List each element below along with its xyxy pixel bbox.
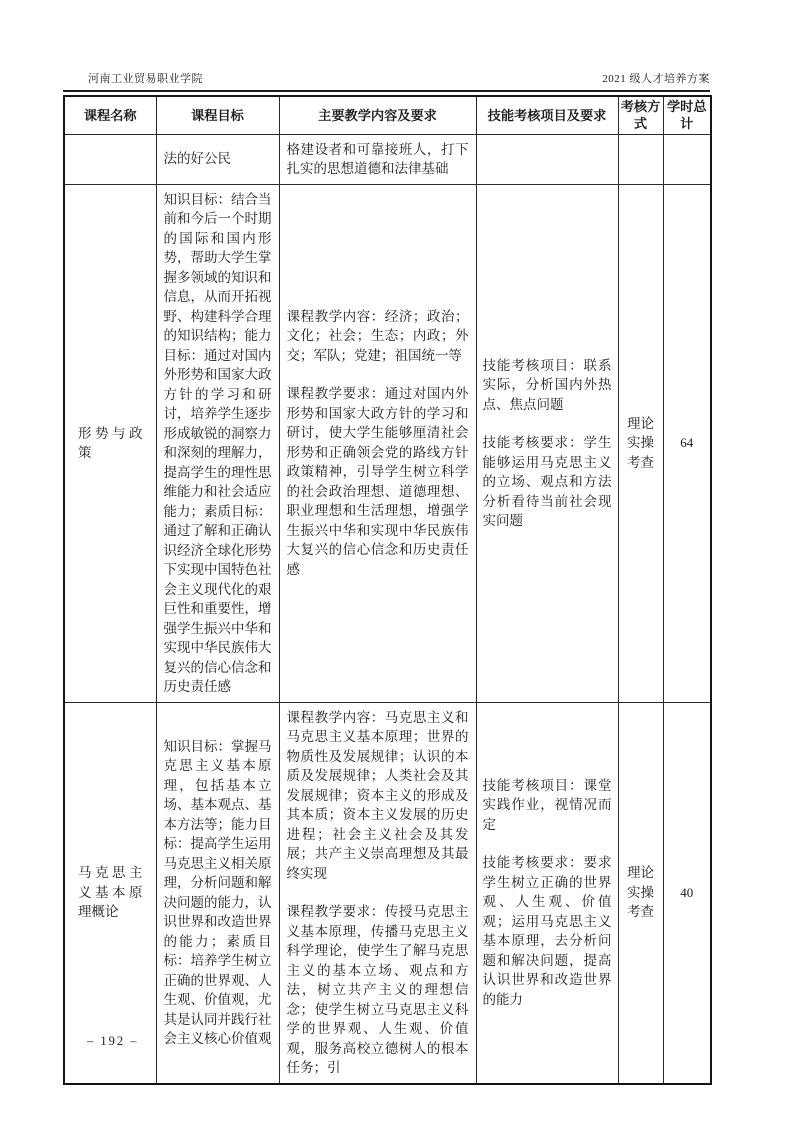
plan-title: 2021 级人才培养方案: [602, 73, 710, 85]
cell-skill-assessment: [476, 134, 618, 184]
course-name: 形势与政策: [78, 425, 143, 460]
cell-course-name: [64, 184, 156, 702]
course-plan-table: [63, 95, 712, 1085]
cell-course-objectives: [156, 134, 279, 184]
col-header-assessment-method: 考核方式: [618, 96, 663, 134]
teaching-content-paragraph: 课程教学内容：马克思主义和马克思主义基本原理；世界的物质性及发展规律；认识的本质及发展规律；人类社会及其发展规律；资本主义的形成及其本质；资本主义发展的历史进程；社会主义社会及其发展；共产主义崇高理想及其最终实现: [286, 709, 469, 881]
assessment-method: 理论实操考查: [627, 415, 654, 470]
col-header-skill-assessment: 技能考核项目及要求: [476, 96, 618, 134]
cell-skill-assessment: [476, 184, 618, 702]
table-row-marxism-basic-principles: [64, 702, 711, 1084]
cell-course-objectives: [156, 184, 279, 702]
cell-skill-assessment: [476, 702, 618, 1084]
table-row-continuation: [64, 134, 711, 184]
cell-teaching-content: [279, 184, 476, 702]
page-number: – 192 –: [87, 1034, 139, 1048]
content-paragraph: 格建设者和可靠接班人，打下扎实的思想道德和法律基础: [286, 141, 469, 176]
col-header-course-objectives: 课程目标: [156, 96, 279, 134]
assessment-method: 理论实操考查: [627, 865, 654, 920]
total-hours: 40: [680, 884, 694, 900]
assessment-items-paragraph: 技能考核项目：联系实际，分析国内外热点、焦点问题: [482, 357, 612, 412]
header-rule: [63, 90, 710, 92]
objectives-paragraph: 知识目标：结合当前和今后一个时期的国际和国内形势，帮助大学生掌握多领域的知识和信息，从而开拓视野、构建科学合理的知识结构；能力目标：通过对国内外形势和国家大政方针的学习和研讨，培养学生逐步形成敏锐的洞察力和深刻的理解力，提高学生的理性思维能力和社会适应能力；素质目标：通过了解和正确认识经济全球化形势下实现中国特色社会主义现代化的艰巨性和重要性，增强学生振兴中华和实现中华民族伟大复兴的信心信念和历史责任感: [163, 191, 272, 694]
objectives-paragraph: 法的好公民: [163, 151, 231, 167]
cell-teaching-content: [279, 702, 476, 1084]
assessment-requirements-paragraph: 技能考核要求：学生能够运用马克思主义的立场、观点和方法分析看待当前社会现实问题: [482, 435, 612, 528]
cell-teaching-content: [279, 134, 476, 184]
objectives-paragraph: 知识目标：掌握马克思主义基本原理，包括基本立场、基本观点、基本方法等；能力目标：提高学生运用马克思主义相关原理，分析问题和解决问题的能力，认识世界和改造世界的能力；素质目标：培养学生树立正确的世界观、人生观、价值观，尤其是认同并践行社会主义核心价值观: [163, 738, 272, 1046]
cell-total-hours: [663, 184, 711, 702]
cell-assessment-method: [618, 702, 663, 1084]
col-header-course-name: 课程名称: [64, 96, 156, 134]
cell-assessment-method: [618, 184, 663, 702]
cell-assessment-method: [618, 134, 663, 184]
teaching-requirements-paragraph: 课程教学要求：传授马克思主义基本原理，传播马克思主义科学理论，使学生了解马克思主义的基本立场、观点和方法，树立共产主义的理想信念；使学生树立马克思主义科学的世界观、人生观、价值观，服务高校立德树人的根本任务；引: [286, 904, 469, 1075]
col-header-total-hours: 学时总计: [663, 96, 711, 134]
teaching-requirements-paragraph: 课程教学要求：通过对国内外形势和国家大政方针的学习和研讨，使大学生能够厘清社会形势和正确领会党的路线方针政策精神，引导学生树立科学的社会政治理想、道德理想、职业理想和生活理想，增强学生振兴中华和实现中华民族伟大复兴的信心信念和历史责任感: [286, 386, 469, 577]
teaching-content-paragraph: 课程教学内容：经济；政治；文化；社会；生态；内政；外交；军队；党建；祖国统一等: [286, 308, 469, 363]
total-hours: 64: [680, 435, 694, 451]
table-header-row: [64, 96, 711, 134]
cell-course-name: [64, 134, 156, 184]
assessment-items-paragraph: 技能考核项目：课堂实践作业，视情况而定: [482, 777, 612, 832]
cell-course-objectives: [156, 702, 279, 1084]
course-name: 马克思主义基本原理概论: [78, 865, 143, 920]
cell-total-hours: [663, 702, 711, 1084]
assessment-requirements-paragraph: 技能考核要求：要求学生树立正确的世界观、人生观、价值观；运用马克思主义基本原理，去分析问题和解决问题，提高认识世界和改造世界的能力: [482, 855, 612, 1007]
cell-course-name: [64, 702, 156, 1084]
page-header: [63, 70, 710, 86]
school-name: 河南工业贸易职业学院: [88, 73, 203, 85]
table-row-situation-and-policy: [64, 184, 711, 702]
col-header-teaching-content: 主要教学内容及要求: [279, 96, 476, 134]
cell-total-hours: [663, 134, 711, 184]
